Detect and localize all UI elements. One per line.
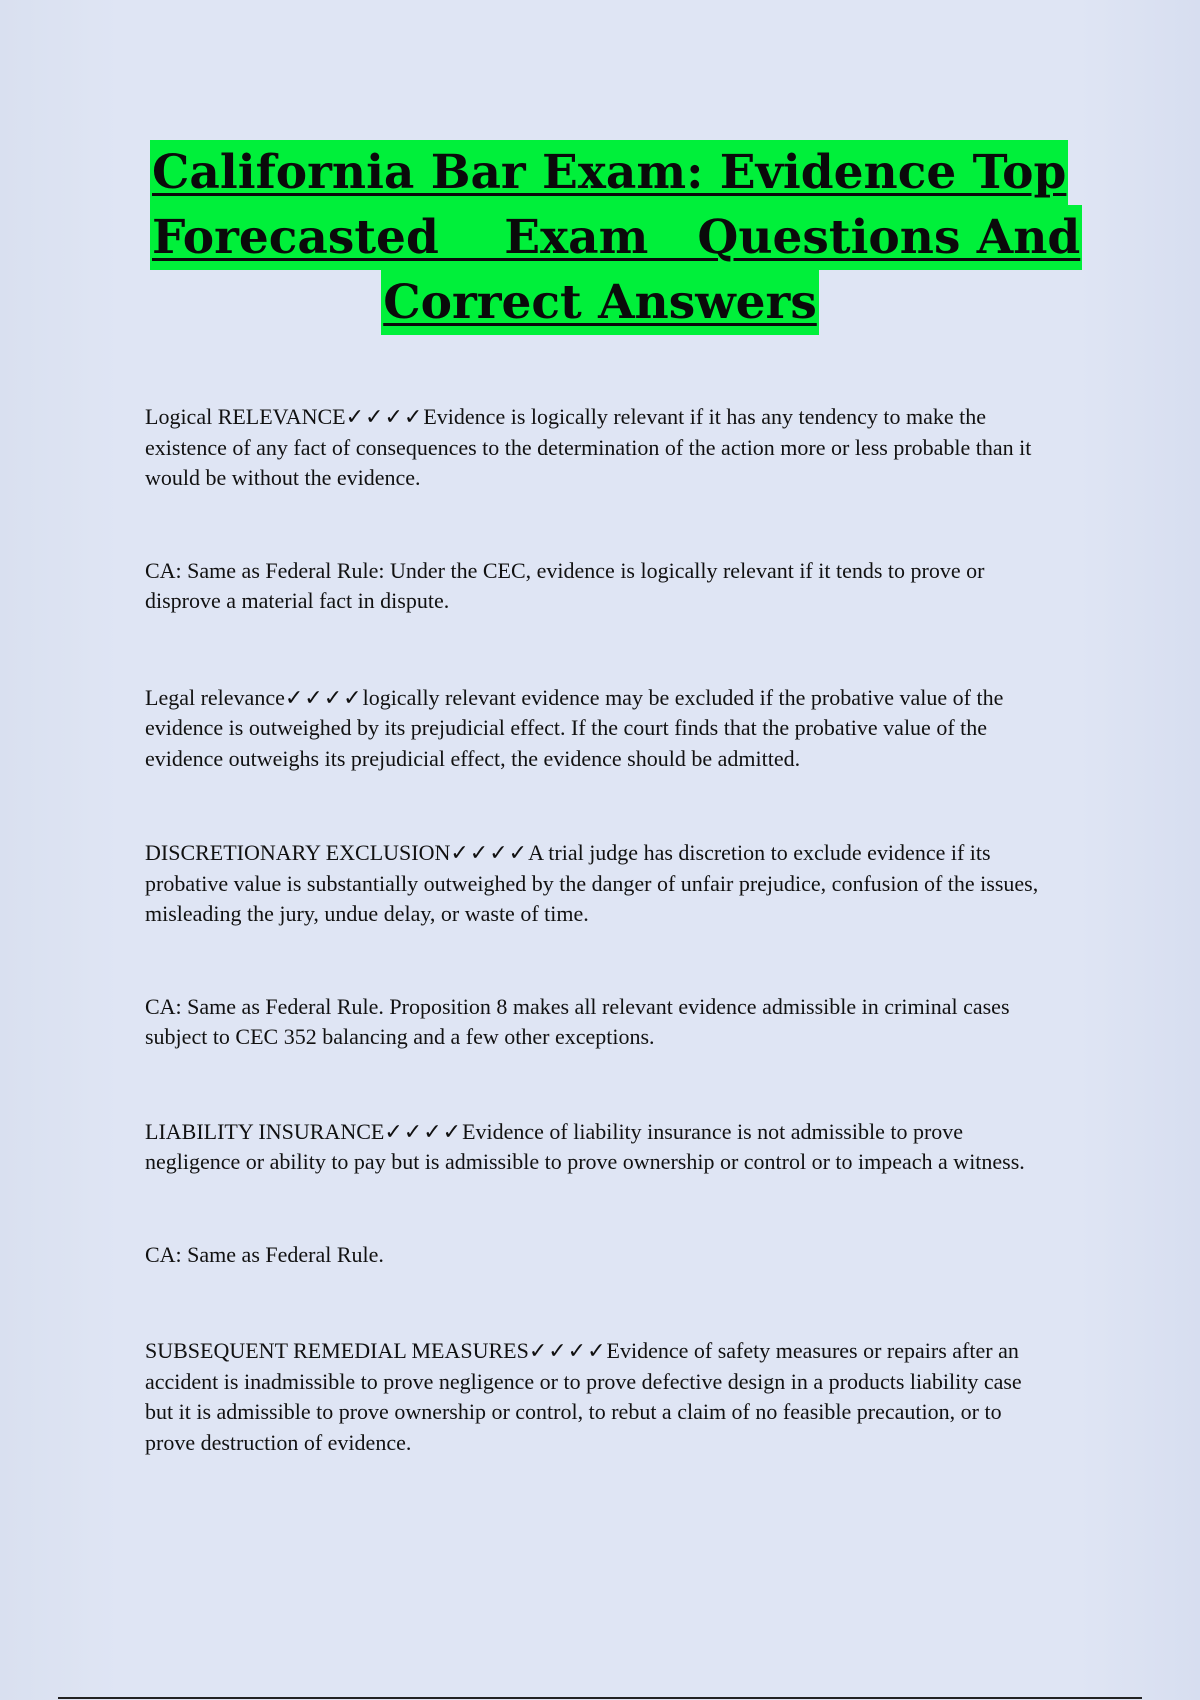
entry-term: Legal relevance [145,684,285,710]
entry-text: A trial judge has discretion to exclude evidence if its probative value is substantially outweighed by the danger of unfair prejudice, confusion of the issues, misleading the jury, undue delay, or waste of time. [145,840,1039,926]
entry-text: Evidence of safety measures or repairs after an accident is inadmissible to prove negligence or to prove defective design in a products liability case but it is admissible to prove ownership or control, to rebut a claim of no feasible precaution, or to prove destruction of evidence. [145,1338,1022,1455]
check-marks-icon: ✓✓✓✓ [450,840,529,865]
check-marks-icon: ✓✓✓✓ [345,404,424,429]
entry-ca-logical-relevance [145,556,1055,617]
entry-term: SUBSEQUENT REMEDIAL MEASURES [145,1338,529,1363]
check-marks-icon: ✓✓✓✓ [284,684,363,710]
entry-text: logically relevant evidence may be excluded if the probative value of the evidence is outweighed by its prejudicial effect. If the court finds that the probative value of the evidence outweighs its prejudicial effect, the evidence should be admitted. [145,684,1004,771]
entry-liability-insurance [145,1117,1055,1178]
entry-discretionary-exclusion [145,838,1055,930]
entry-text: CA: Same as Federal Rule: Under the CEC, evidence is logically relevant if it tends to prove or disprove a material fact in dispute. [145,557,985,613]
entry-text: Evidence is logically relevant if it has any tendency to make the existence of any fact of consequences to the determination of the action more or less probable than it would be without the evidence. [145,404,1032,490]
entry-text: CA: Same as Federal Rule. Proposition 8 makes all relevant evidence admissible in criminal cases subject to CEC 352 balancing and a few other exceptions. [145,993,1010,1049]
title-line-1: California Bar Exam: Evidence Top [150,140,1068,205]
entry-ca-liability-insurance [145,1240,1055,1271]
entry-term: DISCRETIONARY EXCLUSION [145,840,451,865]
entry-ca-proposition-8 [145,992,1055,1053]
entry-text: CA: Same as Federal Rule. [145,1241,384,1267]
entry-term: Logical RELEVANCE [145,404,346,429]
entry-term: LIABILITY INSURANCE [145,1118,385,1144]
document-title [150,140,1081,335]
entry-subsequent-remedial-measures [145,1336,1055,1458]
check-marks-icon: ✓✓✓✓ [384,1118,463,1144]
entry-text: Evidence of liability insurance is not admissible to prove negligence or ability to pay but is admissible to prove ownership or control or to impeach a witness. [145,1118,1025,1174]
entry-logical-relevance [145,402,1055,494]
title-line-2: Forecasted Exam Questions And [150,205,1082,270]
check-marks-icon: ✓✓✓✓ [528,1338,607,1363]
page-bottom-divider [58,1697,1142,1699]
title-line-3: Correct Answers [381,270,819,335]
document-body [145,402,1055,1458]
entry-legal-relevance [145,683,1055,775]
